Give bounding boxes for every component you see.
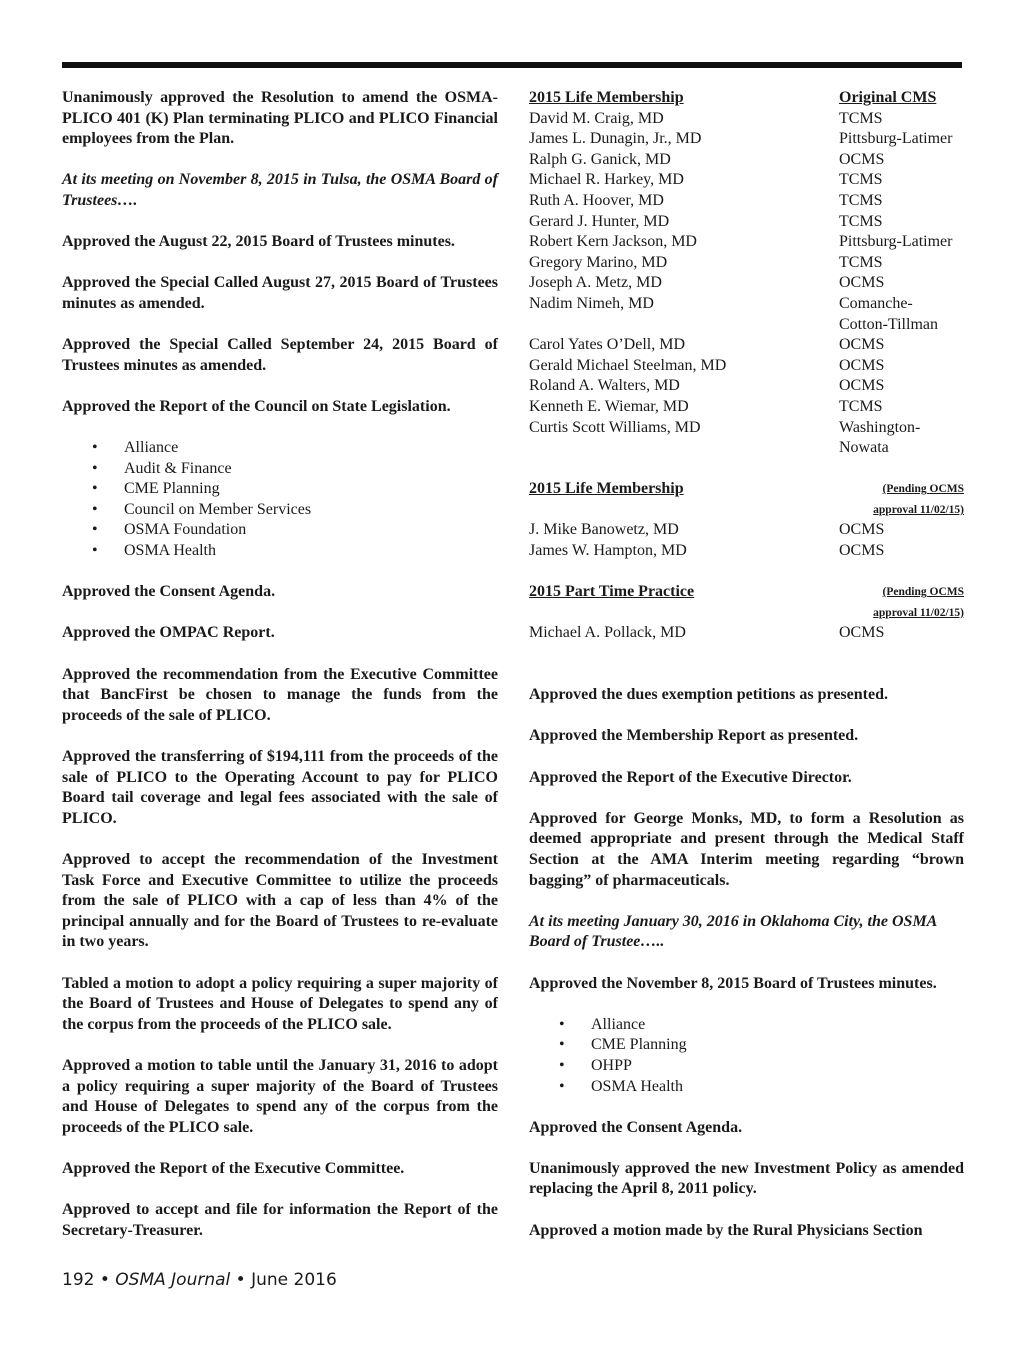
page-number: 192 •: [62, 1270, 116, 1290]
list-item: • Audit & Finance: [92, 459, 498, 480]
spacer-row: [529, 644, 964, 665]
table-row: Michael A. Pollack, MD OCMS: [529, 624, 885, 642]
table-row: Ruth A. Hoover, MD TCMS: [529, 191, 883, 209]
list-item: • OHPP: [559, 1056, 964, 1077]
paragraph-investment-policy: Unanimously approved the new Investment Policy as amended replacing the April 8, 2011 policy.: [529, 1159, 964, 1198]
paragraph-table-motion: Approved a motion to table until the January 31, 2016 to adopt a policy requiring a super majority of the Board of Trustees and House of Delegates to spend any of the corpus from the proceeds of the PLICO sale.: [62, 1056, 498, 1136]
table-row: Nowata: [839, 439, 889, 457]
paragraph-dues: Approved the dues exemption petitions as presented.: [529, 686, 888, 704]
list-item: • OSMA Health: [92, 541, 498, 562]
table-header-row: [529, 88, 964, 109]
table-row: James L. Dunagin, Jr., MD Pittsburg-Latimer: [529, 130, 953, 148]
paragraph-nov8: Approved the November 8, 2015 Board of Trustees minutes.: [529, 974, 937, 992]
paragraph-transfer: Approved the transferring of $194,111 from the proceeds of the sale of PLICO to the Operating Account to pay for PLICO Board tail coverage and legal fees associated with the sale of PLICO.: [62, 748, 498, 827]
list-item: • CME Planning: [559, 1035, 964, 1056]
life-membership-table: [529, 88, 964, 459]
table-row: Cotton-Tillman: [839, 315, 938, 333]
paragraph-aug22: Approved the August 22, 2015 Board of Trustees minutes.: [62, 233, 455, 251]
paragraph-membership-report: Approved the Membership Report as presented.: [529, 727, 859, 745]
right-column: [529, 88, 964, 1262]
issue-date: • June 2016: [230, 1270, 337, 1290]
table-row: Joseph A. Metz, MD OCMS: [529, 274, 885, 292]
list-item: • Alliance: [559, 1015, 964, 1036]
paragraph-exec-director: Approved the Report of the Executive Director.: [529, 768, 852, 786]
header-rule: [62, 62, 962, 68]
paragraph-ompac: Approved the OMPAC Report.: [62, 624, 275, 642]
life-membership-header: 2015 Life Membership: [529, 89, 684, 106]
paragraph-consent-right: Approved the Consent Agenda.: [529, 1118, 743, 1136]
table-header-row: [529, 479, 964, 520]
pending-life-header: 2015 Life Membership: [529, 480, 684, 498]
left-column: [62, 88, 498, 1262]
paragraph-401k: Unanimously approved the Resolution to amend the OSMA-PLICO 401 (K) Plan terminating PLICO and PLICO Financial employees from the Plan.: [62, 89, 498, 148]
paragraph-investment: Approved to accept the recommendation of the Investment Task Force and Executive Committee to utilize the proceeds from the sale of PLICO with a cap of less than 4% of the principal annually and for the Board of Trustees to re-evaluate in two years.: [62, 850, 498, 951]
table-row: Kenneth E. Wiemar, MD TCMS: [529, 397, 883, 415]
table-row: J. Mike Banowetz, MD OCMS: [529, 521, 885, 539]
pending-life-membership-table: [529, 479, 964, 561]
journal-name: OSMA Journal: [115, 1270, 231, 1290]
table-row: Gerard J. Hunter, MD TCMS: [529, 212, 883, 230]
paragraph-aug27: Approved the Special Called August 27, 2015 Board of Trustees minutes as amended.: [62, 274, 498, 312]
table-row: Nadim Nimeh, MD Comanche-: [529, 294, 913, 312]
table-row: Michael R. Harkey, MD TCMS: [529, 171, 883, 189]
table-row: Curtis Scott Williams, MD Washington-: [529, 418, 921, 436]
paragraph-secretary: Approved to accept and file for information the Report of the Secretary-Treasurer.: [62, 1201, 498, 1239]
meeting-heading-nov: At its meeting on November 8, 2015 in Tulsa, the OSMA Board of Trustees….: [62, 171, 498, 209]
pending-life-note: (Pending OCMS approval 11/02/15): [873, 483, 964, 516]
part-time-header: 2015 Part Time Practice: [529, 583, 695, 601]
original-cms-header: Original CMS: [839, 89, 937, 106]
committee-list-right: [529, 1015, 964, 1097]
table-row: Robert Kern Jackson, MD Pittsburg-Latimer: [529, 233, 953, 251]
list-item: • Alliance: [92, 438, 498, 459]
table-row: Gregory Marino, MD TCMS: [529, 253, 883, 271]
part-time-practice-table: [529, 582, 964, 664]
paragraph-rural-physicians: Approved a motion made by the Rural Physicians Section: [529, 1221, 923, 1239]
list-item: • OSMA Foundation: [92, 520, 498, 541]
page-footer: [62, 1270, 337, 1290]
meeting-heading-jan: At its meeting January 30, 2016 in Oklahoma City, the OSMA Board of Trustee…..: [529, 912, 937, 951]
table-row: Ralph G. Ganick, MD OCMS: [529, 150, 885, 168]
list-item: • OSMA Health: [559, 1077, 964, 1098]
paragraph-sep24: Approved the Special Called September 24, 2015 Board of Trustees minutes as amended.: [62, 336, 498, 374]
paragraph-monks: Approved for George Monks, MD, to form a Resolution as deemed appropriate and present through the Medical Staff Section at the AMA Interim meeting regarding “brown bagging” of pharmaceuticals.: [529, 809, 964, 889]
table-row: Carol Yates O’Dell, MD OCMS: [529, 336, 885, 354]
paragraph-tabled: Tabled a motion to adopt a policy requiring a super majority of the Board of Trustees and House of Delegates to spend any of the corpus from the proceeds of the PLICO sale.: [62, 974, 498, 1033]
table-row: James W. Hampton, MD OCMS: [529, 542, 885, 560]
table-row: Roland A. Walters, MD OCMS: [529, 377, 885, 395]
paragraph-bancfirst: Approved the recommendation from the Executive Committee that BancFirst be chosen to manage the funds from the proceeds of the sale of PLICO.: [62, 665, 498, 724]
list-item: • Council on Member Services: [92, 500, 498, 521]
table-header-row: [529, 582, 964, 623]
paragraph-exec-committee: Approved the Report of the Executive Committee.: [62, 1159, 405, 1177]
part-time-note: (Pending OCMS approval 11/02/15): [873, 586, 964, 619]
paragraph-consent: Approved the Consent Agenda.: [62, 583, 276, 601]
committee-list-left: [62, 438, 498, 562]
paragraph-legislation: Approved the Report of the Council on State Legislation.: [62, 397, 451, 415]
table-row: David M. Craig, MD TCMS: [529, 109, 883, 127]
table-row: Gerald Michael Steelman, MD OCMS: [529, 356, 885, 374]
list-item: • CME Planning: [92, 479, 498, 500]
